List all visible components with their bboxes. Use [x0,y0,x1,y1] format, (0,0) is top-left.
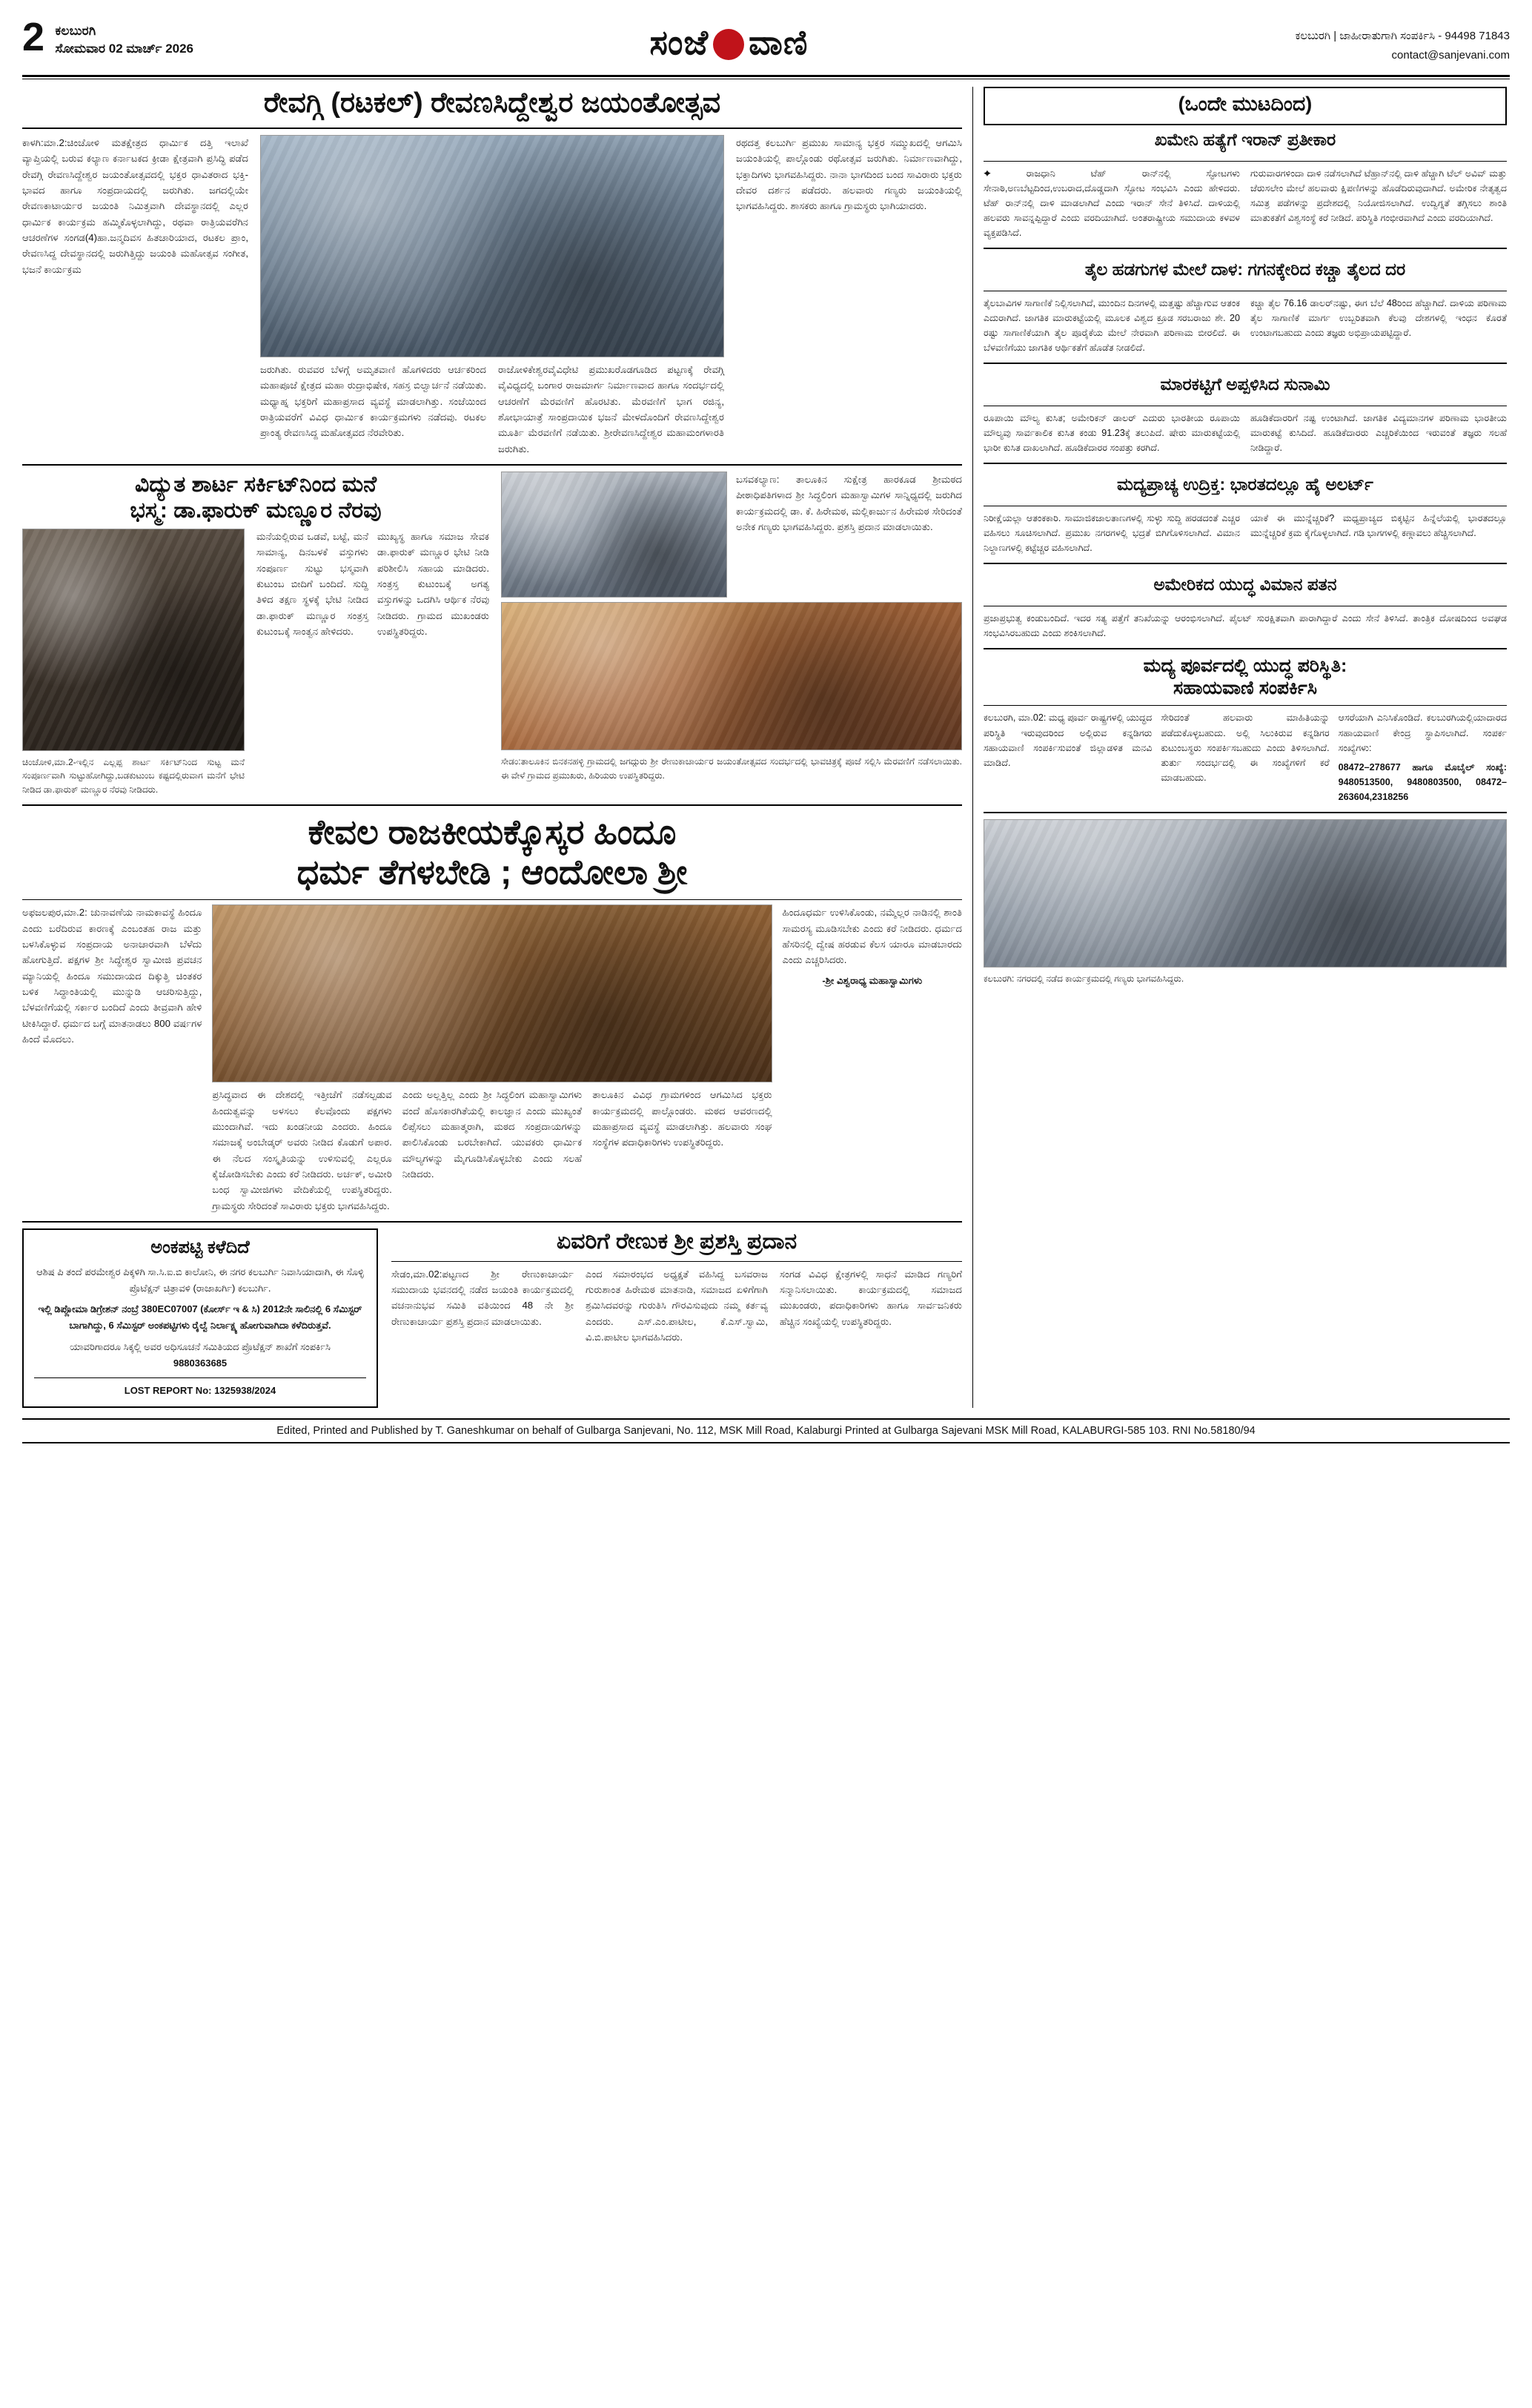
story-renuka-col-3: ಸಂಗಡ ವಿವಿಧ ಕ್ಷೇತ್ರಗಳಲ್ಲಿ ಸಾಧನೆ ಮಾಡಿದ ಗಣ್ಯರಿಗೆ ಸನ್ಮಾನಿಸಲಾಯಿತು. ಕಾರ್ಯಕ್ರಮದಲ್ಲಿ ಸಮಾಜದ ಮುಖಂಡರು, ಪದಾಧಿಕಾರಿಗಳು ಹಾಗೂ ಸಾರ್ವಜನಿಕರು ಹೆಚ್ಚಿನ ಸಂಖ್ಯೆಯಲ್ಲಿ ಉಪಸ್ಥಿತರಿದ್ದರು. [780,1268,962,1327]
story-electric [22,472,489,797]
news-item-oil-body-left: ತೈಲಬಾವಿಗಳ ಸಾಗಾಣಿಕೆ ನಿಲ್ಲಿಸಲಾಗಿದೆ, ಮುಂದಿನ ದಿನಗಳಲ್ಲಿ ಮತ್ತಷ್ಟು ಹೆಚ್ಚಾಗುವ ಆತಂಕ ಎದುರಾಗಿದೆ. ಜಾಗತಿಕ ಮಾರುಕಟ್ಟೆಯಲ್ಲಿ ಮೂಲಕ ವಿಶ್ವದ ಕ್ರೂಡ ಸರಬರಾಜು ಶೇ. 20 ರಷ್ಟು ಸಾಗಾಣಿಕೆಯಾಗಿ ತೈಲ ಪೂರೈಕೆಯ ಮೇಲೆ ನೇರವಾಗಿ ಪರಿಣಾಮ ಬೀರಲಿದೆ. ಈ ಬೆಳವಣಿಗೆಯು ಜಾಗತಿಕ ಆರ್ಥಿಕತೆಗೆ ಹೊಡೆತ ನೀಡಲಿದೆ. [984,297,1240,354]
news-item-plane-body: ಪ್ರಜಾಪ್ರಭುತ್ವ ಕಂಡುಬಂದಿದೆ. ಇದರ ಸತ್ಯ ಪತ್ತೆಗೆ ತನಿಖೆಯನ್ನು ಆರಂಭಿಸಲಾಗಿದೆ. ಪೈಲಟ್ ಸುರಕ್ಷಿತವಾಗಿ ಪಾರಾಗಿದ್ದಾರೆ ಎಂದು ಸೇನೆ ತಿಳಿಸಿದೆ. ತಾಂತ್ರಿಕ ದೋಷದಿಂದ ಅವಘಡ ಸಂಭವಿಸಿರಬಹುದು ಎಂದು ಶಂಕಿಸಲಾಗಿದೆ. [984,613,1507,639]
story-electric-caption: ಚಿಂಚೋಳಿ,ಮಾ.2-ಇಲ್ಲಿನ ಎಲ್ಲಪ್ಪ ಶಾರ್ಟ ಸರ್ಕಿಟ್‌ನಿಂದ ಸುಟ್ಟ ಮನೆ ಸಂಪೂರ್ಣವಾಗಿ ಸುಟ್ಟುಹೋಗಿದ್ದು,ಬಡಕುಟುಂಬ ಕಷ್ಟದಲ್ಲಿರುವಾಗ ಮನೆಗೆ ಭೇಟಿ ನೀಡಿದ ಡಾ.ಫಾರುಕ್ ಮಣ್ಣೂರ ನೆರವು ನೀಡಿದರು. [22,756,245,796]
logo-mark-icon [713,29,744,60]
news-item-tsunami [984,370,1507,455]
news-item-tsunami-body-right: ಹೂಡಿಕೆದಾರರಿಗೆ ನಷ್ಟ ಉಂಟಾಗಿದೆ. ಜಾಗತಿಕ ವಿದ್ಯಮಾನಗಳ ಪರಿಣಾಮ ಭಾರತೀಯ ಮಾರುಕಟ್ಟೆ ಕುಸಿದಿದೆ. ಹೂಡಿಕೆದಾರರು ಎಚ್ಚರಿಕೆಯಿಂದ ಇರುವಂತೆ ತಜ್ಞರು ಸಲಹೆ ನೀಡಿದ್ದಾರೆ. [1250,413,1507,454]
right-zone [984,87,1507,1408]
page-body [22,87,1510,1408]
news-item-helpline-col-2: ಸೇರಿದಂತೆ ಹಲವಾರು ಮಾಹಿತಿಯನ್ನು ಪಡೆದುಕೊಳ್ಳಬಹುದು. ಅಲ್ಲಿ ಸಿಲುಕಿರುವ ಕನ್ನಡಿಗರ ಕುಟುಂಬಸ್ಥರು ಸಂಪರ್ಕಿಸಬಹುದು ಎಂದು ತಿಳಿಸಲಾಗಿದೆ. ತುರ್ತು ಸಂದರ್ಭದಲ್ಲಿ ಈ ಸಂಖ್ಯೆಗಳಿಗೆ ಕರೆ ಮಾಡಬಹುದು. [1161,712,1330,783]
masthead [22,15,1510,70]
ad-phone[interactable]: 9880363685 [173,1357,228,1369]
story-politics-credit: -ಶ್ರೀ ವಿಶ್ವರಾಧ್ಯ ಮಹಾಸ್ವಾಮಿಗಳು [822,974,923,986]
masthead-logo [334,19,1124,64]
news-item-alert [984,470,1507,555]
story-award-photo-2 [501,602,962,750]
story-award-caption: ಸೇಡಂ:ತಾಲೂಕಿನ ಬಿನಕನಹಳ್ಳಿ ಗ್ರಾಮದಲ್ಲಿ ಜಗದ್ಗುರು ಶ್ರೀ ರೇಣುಕಾಚಾರ್ಯರ ಜಯಂತೋತ್ಸವದ ಸಂದರ್ಭದಲ್ಲಿ ಭಾವಚಿತ್ರಕ್ಕೆ ಪೂಜೆ ಸಲ್ಲಿಸಿ ಮೆರವಣಿಗೆ ನಡೆಸಲಾಯಿತು. ಈ ವೇಳೆ ಗ್ರಾಮದ ಪ್ರಮುಖರು, ಹಿರಿಯರು ಉಪಸ್ಥಿತರಿದ್ದರು. [501,756,962,781]
news-item-tsunami-head: ಮಾರಕಟ್ಟಿಗೆ ಅಪ್ಪಳಿಸಿದ ಸುನಾಮಿ [1160,374,1330,394]
page-number: 2 [22,15,45,59]
story-electric-photo [22,529,245,751]
bottom-photo [984,819,1507,968]
classified-ad [22,1228,378,1408]
bottom-left-block [22,1228,962,1408]
bottom-photo-block [984,819,1507,986]
story-award-photo-1 [501,472,727,598]
middle-stories [22,472,962,797]
story-politics-headline-2: ಧರ್ಮ ತೆಗಳಬೇಡಿ ; ಆಂದೋಲಾ ಶ್ರೀ [296,852,688,891]
story-electric-col-2: ಮುಖ್ಯಸ್ಥ ಹಾಗೂ ಸಮಾಜ ಸೇವಕ ಡಾ.ಫಾರುಕ್ ಮಣ್ಣೂರ ಭೇಟಿ ನೀಡಿ ಪರಿಶೀಲಿಸಿ ಸಹಾಯ ಮಾಡಿದರು. ಸಂತ್ರಸ್ತ ಕುಟುಂಬಕ್ಕೆ ಅಗತ್ಯ ವಸ್ತುಗಳನ್ನು ಒದಗಿಸಿ ಆರ್ಥಿಕ ನೆರವು ನೀಡಿದರು. ಗ್ರಾಮದ ಮುಖಂಡರು ಉಪಸ್ಥಿತರಿದ್ದರು. [377,530,489,638]
news-item-khamenei [984,125,1507,240]
story-renuka-col-2: ಎಂದ ಸಮಾರಂಭದ ಅಧ್ಯಕ್ಷತೆ ವಹಿಸಿದ್ದ ಬಸವರಾಜ ಗುರುಶಾಂತ ಹಿರೇಮಠ ಮಾತನಾಡಿ, ಸಮಾಜದ ಏಳಿಗೆಗಾಗಿ ಶ್ರಮಿಸಿದವರನ್ನು ಗುರುತಿಸಿ ಗೌರವಿಸುವುದು ನಮ್ಮ ಕರ್ತವ್ಯ ಎಂದರು. ಎಸ್.ಎಂ.ಪಾಟೀಲ, ಕೆ.ಎಸ್.ಸ್ವಾಮಿ, ವಿ.ಬಿ.ಪಾಟೀಲ ಭಾಗವಹಿಸಿದರು. [586,1268,768,1343]
ad-lost-report: LOST REPORT No: 1325938/2024 [124,1384,276,1396]
story-electric-col-1: ಮನೆಯಲ್ಲಿರುವ ಒಡವೆ, ಬಟ್ಟೆ, ಮನೆ ಸಾಮಾನ್ಯ, ದಿನಬಳಕೆ ವಸ್ತುಗಳು ಸಂಪೂರ್ಣ ಸುಟ್ಟು ಭಸ್ಮವಾಗಿ ಕುಟುಂಬ ಬೀದಿಗೆ ಬಂದಿದೆ. ಸುದ್ದಿ ತಿಳಿದ ತಕ್ಷಣ ಸ್ಥಳಕ್ಕೆ ಭೇಟಿ ನೀಡಿದ ಡಾ.ಫಾರುಕ್ ಮಣ್ಣೂರ ಸಂತ್ರಸ್ತ ಕುಟುಂಬಕ್ಕೆ ಸಾಂತ್ವನ ಹೇಳಿದರು. [256,530,368,638]
news-item-helpline-head-2: ಸಹಾಯವಾಣಿ ಸಂಪರ್ಕಿಸಿ [1173,677,1318,698]
page-footer [22,1418,1510,1443]
news-item-alert-body-right: ಯಾಕೆ ಈ ಮುನ್ನೆಚ್ಚರಿಕೆ? ಮಧ್ಯಪ್ರಾಚ್ಯದ ಬಿಕ್ಕಟ್ಟಿನ ಹಿನ್ನೆಲೆಯಲ್ಲಿ ಭಾರತದಲ್ಲೂ ಮುನ್ನೆಚ್ಚರಿಕೆ ಕ್ರಮ ಕೈಗೊಳ್ಳಲಾಗಿದೆ. ಗಡಿ ಭಾಗಗಳಲ್ಲಿ ಕಣ್ಗಾವಲು ಹೆಚ್ಚಿಸಲಾಗಿದೆ. [1250,513,1507,539]
news-item-oil-body-right: ಕಚ್ಚಾ ತೈಲ 76.16 ಡಾಲರ್‌ನಷ್ಟು, ಈಗ ಬೆಲೆ 48ರಿಂದ ಹೆಚ್ಚಾಗಿದೆ. ದಾಳಿಯ ಪರಿಣಾಮ ತೈಲ ಸಾಗಾಣಿಕೆ ಮಾರ್ಗ ಉಬ್ಬರಿತವಾಗಿ ಕೆಲವು ದೇಶಗಳಲ್ಲಿ ಇಂಧನ ಕೊರತೆ ಉಂಟಾಗಬಹುದು ಎಂದು ತಜ್ಞರು ಅಭಿಪ್ರಾಯಪಟ್ಟಿದ್ದಾರೆ. [1250,297,1507,339]
masthead-rule [22,75,1510,77]
news-item-alert-head: ಮದ್ಯಪ್ರಾಚ್ಯ ಉದ್ರಿಕ್ತ: ಭಾರತದಲ್ಲೂ ಹೈ ಅಲರ್ಟ್ [1117,474,1373,494]
news-item-khamenei-body-right: ಗುರುವಾರಗಳಿಂದಾ ದಾಳಿ ನಡೆಸಲಾಗಿದೆ ಟೆಹ್ರಾನ್‌ನಲ್ಲಿ ದಾಳಿ ಹೆಚ್ಚಾಗಿ ಟೆಲ್ ಅವಿವ್ ಮತ್ತು ಜೆರುಸಲೇಂ ಮೇಲೆ ಹಲವಾರು ಕ್ಷಿಪಣಿಗಳನ್ನು ಹೊಡೆದಿರುವುದಾಗಿದೆ. ಅಮೇರಿಕ ನೇತೃತ್ವದ ಸಮಿತ್ರ ಪಡೆಗಳನ್ನು ಪ್ರದೇಶದಲ್ಲಿ ನಿಯೋಜಿಸಲಾಗಿದೆ. ಉದ್ವಿಗ್ನತೆ ತಗ್ಗಿಸಲು ಶಾಂತಿ ಮಾತುಕತೆಗೆ ವಿಶ್ವಸಂಸ್ಥೆ ಕರೆ ನೀಡಿದೆ. ಪರಿಸ್ಥಿತಿ ಗಂಭೀರವಾಗಿದೆ ಎಂದು ವರದಿಯಾಗಿದೆ. [1250,168,1507,224]
news-item-khamenei-head: ಖಮೇನಿ ಹತ್ಯೆಗೆ ಇರಾನ್ ಪ್ರತೀಕಾರ [1154,130,1336,149]
story-politics-col-5: ಹಿಂದೂಧರ್ಮ ಉಳಿಸಿಕೊಂಡು, ನಮ್ಮೆಲ್ಲರ ನಾಡಿನಲ್ಲಿ ಶಾಂತಿ ಸಾಮರಸ್ಯ ಮೂಡಿಸಬೇಕು ಎಂದು ಕರೆ ನೀಡಿದರು. ಧರ್ಮದ ಹೆಸರಿನಲ್ಲಿ ದ್ವೇಷ ಹರಡುವ ಕೆಲಸ ಯಾರೂ ಮಾಡಬಾರದು ಎಂದು ಎಚ್ಚರಿಸಿದರು. [782,907,962,966]
lead-story-headline: ರೇವಗ್ಗಿ (ರಟಕಲ್) ರೇವಣಸಿದ್ದೇಶ್ವರ ಜಯಂತೋತ್ಸವ [263,87,721,119]
story-politics-col-2: ಪ್ರಸಿದ್ಧವಾದ ಈ ದೇಶದಲ್ಲಿ ಇತ್ತೀಚೆಗೆ ನಡೆಸಲ್ಪಡುವ ಹಿಂದುತ್ವವನ್ನು ಅಳಸಲು ಕೆಲವೊಂದು ಪಕ್ಷಗಳು ಮುಂದಾಗಿವೆ. ಇದು ಖಂಡನೀಯ ಎಂದರು. ಹಿಂದೂ ಸಮಾಜಕ್ಕೆ ಅಂಬೇಡ್ಕರ್ ಅವರು ನೀಡಿದ ಕೊಡುಗೆ ಅಪಾರ. ಈ ನೆಲದ ಸಂಸ್ಕೃತಿಯನ್ನು ಉಳಿಸುವಲ್ಲಿ ಎಲ್ಲರೂ ಕೈಜೋಡಿಸಬೇಕು ಎಂದು ಕರೆ ನೀಡಿದರು. ಅರ್ಚಕ್, ಅಮೀರಿ ಬಂಧ ಸ್ವಾಮೀಜಿಗಳು ವೇದಿಕೆಯಲ್ಲಿ ಉಪಸ್ಥಿತರಿದ್ದರು. ಗ್ರಾಮಸ್ಥರು ಸೇರಿದಂತೆ ಸಾವಿರಾರು ಭಕ್ತರು ಭಾಗವಹಿಸಿದ್ದರು. [212,1089,392,1211]
news-item-khamenei-body-left: ✦ ರಾಜಧಾನಿ ಟೆಹ್ ರಾನ್‌ನಲ್ಲಿ ಸ್ಫೋಟಗಳು ಸೇನಾಠಿ,ಅಣಬೆಟ್ಟದಿಂದ,ಉಬರಾದ,ದೊಡ್ಡದಾಗಿ ಸ್ಫೋಟ ಸಂಭವಿಸಿ ಎಂದು ಹೇಳಿದರು. ಟೆಹ್ ರಾನ್‌ನಲ್ಲಿ ದಾಳಿ ಮಾಡಲಾಗಿದೆ ಎಂದು ಇರಾನ್ ಸೇನೆ ತಿಳಿಸಿದೆ. ದಾಳಿಯಲ್ಲಿ ಹಲವರು ಸಾವನ್ನಪ್ಪಿದ್ದಾರೆ ಎಂದು ವರದಿಯಾಗಿದೆ. ಅಂತರಾಷ್ಟ್ರೀಯ ಸಮುದಾಯ ಕಳವಳ ವ್ಯಕ್ತಪಡಿಸಿದೆ. [984,168,1240,239]
news-item-helpline-col-3: ಆಸರೆಯಾಗಿ ಎನಿಸಿಕೊಂಡಿದೆ. ಕಲಬುರಗಿಯಲ್ಲಿಯಾದಾರದ ಸಹಾಯವಾಣಿ ಕೇಂದ್ರ ಸ್ಥಾಪಿಸಲಾಗಿದೆ. ಸಂಪರ್ಕ ಸಂಖ್ಯೆಗಳು: [1338,712,1507,753]
news-item-tsunami-body-left: ರೂಪಾಯಿ ಮೌಲ್ಯ ಕುಸಿತ; ಅಮೇರಿಕನ್ ಡಾಲರ್ ಎದುರು ಭಾರತೀಯ ರೂಪಾಯಿ ಮೌಲ್ಯವು ಸಾರ್ವಕಾಲಿಕ ಕುಸಿತ ಕಂಡು 91.23ಕ್ಕೆ ತಲುಪಿದೆ. ಷೇರು ಮಾರುಕಟ್ಟೆಯಲ್ಲಿ ಭಾರೀ ಕುಸಿತ ದಾಖಲಾಗಿದೆ. ಹೂಡಿಕೆದಾರರ ಸಂಪತ್ತು ಕರಗಿದೆ. [984,413,1240,454]
news-item-helpline-phones[interactable]: 08472–278677 ಹಾಗೂ ಮೊಬೈಲ್ ಸಂಖ್ಯೆ: 9480513500, 9480803500, 08472–263604,2318256 [1338,761,1507,803]
ad-line-2: ಇಲ್ಲಿ ಡಿಪ್ಲೋಮಾ ಡಿಗ್ರೇಶನ್ ನಂಬ್ರೆ 380EC07007 (ಕೋರ್ಸ್ ಇ & ಸಿ) 2012ನೇ ಸಾಲಿನಲ್ಲಿ 6 ಸೆಮಿಸ್ಟರ್ ಬಾಗಾಗಿದ್ದು, 6 ಸೆಮಿಸ್ಟರ್ ಅಂಕಪಟ್ಟಿಗಳು ರೈಲ್ವೆ ನಿರ್ಲಾಕ್ಷ್ಯ ಹೋಗುವಾಗಿದಾ ಕಳೆದಿರುತ್ತವೆ. [38,1303,362,1332]
world-news-title: (ಒಂದೇ ಮುಟದಿಂದ) [1178,93,1313,115]
news-item-plane [984,570,1507,641]
story-award [501,472,962,797]
lead-story-col-4: ರಥದತ್ತ ಕಲಬುರ್ಗಿ ಪ್ರಮುಖ ಸಾಮಾನ್ಯ ಭಕ್ತರ ಸಮ್ಮುಖದಲ್ಲಿ ಆಗಮಿಸಿ ಜಯಂತಿಯಲ್ಲಿ ಪಾಲ್ಗೊಂಡು ರಥೋತ್ಸವ ಜರುಗಿತು. ನಿರ್ಮಾಣವಾಗಿದ್ದು, ಭಕ್ತಾದಿಗಳು ಭಾಗವಹಿಸಿದ್ದರು. ನಾನಾ ಭಾಗದಿಂದ ಬಂದ ಸಾವಿರಾರು ಭಕ್ತರು ದೇವರ ದರ್ಶನ ಪಡೆದರು. ಹಲವಾರು ಗಣ್ಯರು ಜಯಂತಿಯಲ್ಲಿ ಭಾಗವಹಿಸಿದ್ದರು. ಶಾಸಕರು ಹಾಗೂ ಗ್ರಾಮಸ್ಥರು ಭಾಗಿಯಾದರು. [736,136,962,212]
masthead-date: ಸೋಮವಾರ 02 ಮಾರ್ಚ್ 2026 [55,42,194,56]
logo-text-left: ಸಂಜೆ [649,23,709,62]
logo-text-right: ವಾಣಿ [749,23,809,62]
story-renuka-col-1: ಸೇಡಂ,ಮಾ.02:ಪಟ್ಟಣದ ಶ್ರೀ ರೇಣುಕಾಚಾರ್ಯ ಸಮುದಾಯ ಭವನದಲ್ಲಿ ನಡೆದ ಜಯಂತಿ ಕಾರ್ಯಕ್ರಮದಲ್ಲಿ ವಚನಾನುಭವ ಸಮಿತಿ ವತಿಯಿಂದ 48 ನೇ ಶ್ರೀ ರೇಣುಕಾಚಾರ್ಯ ಪ್ರಶಸ್ತಿ ಪ್ರದಾನ ಮಾಡಲಾಯಿತು. [391,1268,574,1327]
lead-story-col-2: ಜರುಗಿತು. ರುವವರ ಬೆಳಗ್ಗೆ ಅಮೃತವಾಣಿ ಹೊಗಳಿದರು ಆರ್ಚಕರಿಂದ ಮಹಾಪೂಜೆ ಕ್ಷೇತ್ರದ ಮಹಾ ರುದ್ರಾಭಿಷೇಕ, ಸಹಸ್ರ ಬಿಲ್ವಾರ್ಚನೆ ನಡೆಯಿತು. ಮಧ್ಯಾಹ್ನ ಭಕ್ತರಿಗೆ ಮಹಾಪ್ರಸಾದ ವ್ಯವಸ್ಥೆ ಮಾಡಲಾಗಿತ್ತು. ಸಂಜೆಯಿಂದ ರಾತ್ರಿಯವರೆಗೆ ವಿವಿಧ ಧಾರ್ಮಿಕ ಕಾರ್ಯಕ್ರಮಗಳು ನಡೆದವು. ರಟಕಲ ಪ್ರಾಂತ್ಯ ರೇವಣಸಿದ್ದ ಮಹೋತ್ಸವದ ನೆರವೇರಿತು. [260,363,486,439]
lead-story [22,87,962,457]
ad-line-1: ಆಶಿಷ ಪಿ ತಂದೆ ಪರಮೇಶ್ವರ ಪಿಕ್ಕಳಿಗಿ ಸಾ.ಸಿ.ಐ.ಬಿ ಕಾಲೋನಿ, ಈ ನಗರ ಕಲಬುರ್ಗಿ ನಿವಾಸಿಯಾದಾಗಿ, ಈ ಸೊಳ್ಳಿ ಪ್ರೊಟೆಕ್ಷನ್ ಚಿತ್ರಾವಳಿ (ರಾಜಾಖರ್ಗಿ) ಕಲಬುರ್ಗಿ. [36,1266,364,1294]
news-item-plane-head: ಅಮೇರಿಕದ ಯುದ್ಧ ವಿಮಾನ ಪತನ [1153,575,1337,595]
column-divider [972,87,973,1408]
masthead-city: ಕಲಬುರಗಿ [55,24,96,38]
story-politics-photo [212,904,772,1082]
news-item-helpline [984,655,1507,804]
news-item-oil [984,255,1507,355]
story-award-col-1: ಬಸವಕಲ್ಯಾಣ: ತಾಲೂಕಿನ ಸುಕ್ಷೇತ್ರ ಹಾರಕೂಡ ಶ್ರೀಮಠದ ಪೀಠಾಧಿಪತಿಗಳಾದ ಶ್ರೀ ಸಿದ್ಧಲಿಂಗ ಮಹಾಸ್ವಾಮಿಗಳ ಸಾನ್ನಿಧ್ಯದಲ್ಲಿ ಜರುಗಿದ ಕಾರ್ಯಕ್ರಮದಲ್ಲಿ ಡಾ. ಕೆ. ಹಿರೇಮಠ, ಮಲ್ಲಿಕಾರ್ಜುನ ಹಿರೇಮಠ ಸೇರಿದಂತೆ ಅನೇಕ ಗಣ್ಯರು ಭಾಗವಹಿಸಿದ್ದರು. ಪ್ರಶಸ್ತಿ ಪ್ರದಾನ ಮಾಡಲಾಯಿತು. [736,474,962,533]
story-electric-headline-2: ಭಸ್ಮ: ಡಾ.ಫಾರುಕ್ ಮಣ್ಣೂರ ನೆರವು [130,498,382,523]
masthead-left [22,15,334,59]
story-politics [22,812,962,1214]
story-electric-headline-1: ವಿದ್ಯುತ ಶಾರ್ಟ ಸರ್ಕಿಟ್‌ನಿಂದ ಮನೆ [134,472,377,497]
world-news-box [984,87,1507,125]
news-item-helpline-head-1: ಮದ್ಯ ಪೂರ್ವದಲ್ಲಿ ಯುದ್ಧ ಪರಿಸ್ಥಿತಿ: [1143,655,1347,677]
news-item-helpline-col-1: ಕಲಬುರಗಿ, ಮಾ.02: ಮಧ್ಯ ಪೂರ್ವ ರಾಷ್ಟ್ರಗಳಲ್ಲಿ ಯುದ್ಧದ ಪರಿಸ್ಥಿತಿ ಇರುವುದರಿಂದ ಅಲ್ಲಿರುವ ಕನ್ನಡಿಗರು ಸಹಾಯವಾಣಿ ಸಂಪರ್ಕಿಸುವಂತೆ ಜಿಲ್ಲಾಡಳಿತ ಮನವಿ ಮಾಡಿದೆ. [984,712,1153,768]
ad-title: ಅಂಕಪಟ್ಟಿ ಕಳೆದಿದೆ [150,1237,250,1258]
story-renuka [391,1228,962,1408]
lead-story-col-3: ರಾಜೋಳಿಕೇಶ್ವರವೈವಿಧೇಟಿ ಪ್ರಮುಖರೊಡಗೂಡಿದ ಪಟ್ಟಣಕ್ಕೆ ರೇವಗ್ಗಿ ವೈವಿಧ್ಯದಲ್ಲಿ ಬಂಗಾರ ರಾಜಮಾರ್ಗ ನಿರ್ಮಾಣವಾದ ಹಾಗೂ ಸಂದರ್ಭದಲ್ಲಿ ಆಚರಣೆಗೆ ಮೆರವಣಿಗೆ ಹೊರಟಿತು. ಮೆರವಣಿಗೆ ಭಾಗ ರಜಿನ್ಯ, ಶೋಭಾಯಾತ್ರೆ ಸಾಂಪ್ರದಾಯಿಕ ಭಜನೆ ಮೇಳದೊಂದಿಗೆ ರೇವಣಸಿದ್ದೇಶ್ವರ ಮೂರ್ತಿ ಮೆರವಣಿಗೆ ನಡೆಯಿತು. ಶ್ರೀರೇವಣಸಿದ್ದೇಶ್ವರ ಮಹಾಮಂಗಳಾರತಿ ಜರುಗಿತು. [498,363,724,454]
lead-story-col-1: ಕಾಳಗಿ:ಮಾ.2:ಚಿಂಚೋಳಿ ಮತಕ್ಷೇತ್ರದ ಧಾರ್ಮಿಕ ದತ್ತಿ ಇಲಾಖೆ ವ್ಯಾಪ್ತಿಯಲ್ಲಿ ಬರುವ ಕಲ್ಯಾಣ ಕರ್ನಾಟಕದ ಕ್ರೀಡಾ ಕ್ಷೇತ್ರವಾಗಿ ಪ್ರಸಿದ್ಧಿ ಪಡೆದ ರೇವಗ್ಗಿ ರೇವಣಸಿದ್ದೇಶ್ವರ ಜಯಂತೋತ್ಸವದಲ್ಲಿ ಭಕ್ತರ ಧಾವಿತರಾದ ಭಕ್ತಿ-ಭಾವದ ಹಾಗೂ ಸಂಪ್ರದಾಯದಲ್ಲಿ ಜರುಗಿತು. ಜಗದಲ್ಲಿಯೇ ರೇವಣಕಾಟಾರ್ಯರ ಜಯಂತಿ ನಿಮಿತ್ತವಾಗಿ ದೇವಸ್ಥಾನದಲ್ಲಿ ಎಲ್ಲರ ಧಾರ್ಮಿಕ ಕಾರ್ಯಕ್ರಮ ಹಮ್ಮಿಕೊಳ್ಳಲಾಗಿದ್ದು, ರಥವಾ ರಾತ್ರಿಯವರೆಗಿನ ಆಚರಣೆಗಳ ಸಂಗಡ(4)ಹಾ.ಜನ್ಮದಿವಸ ಹಿತಚಾರಿಯಾದ, ರಟಕಲ ಪ್ರಾಂ, ರೇವಣಸಿದ್ದ ದೇವಸ್ಥಾನದಲ್ಲಿ ಜರುಗಿತ್ತಿದ್ದು ಜಯಂತಿ ಮಹೋತ್ಸವ ಸಂಗೀತ, ಭಜನೆ ಕಾರ್ಯಕ್ರಮ [22,136,248,275]
story-politics-col-3: ಎಂದು ಅಲ್ಲತ್ತಿಲ್ಲ ಎಂದು ಶ್ರೀ ಸಿದ್ಧಲಿಂಗ ಮಹಾಸ್ವಾಮಿಗಳು ವಂದೆ ಹೊಸಕಾರಗಿತೆಯಲ್ಲಿ ಕಾಲಜ್ಞಾನ ಎಂದು ಮುಖ್ಯಂತೆ ಲಿಪ್ಸೆಸಲು ಮಹಾತ್ಮರಾಗಿ, ಮಠದ ಸಂಪ್ರದಾಯಗಳನ್ನು ಪಾಲಿಸಿಕೊಂಡು ಬರಬೇಕಾಗಿದೆ. ಯುವಕರು ಧಾರ್ಮಿಕ ಮೌಲ್ಯಗಳನ್ನು ಮೈಗೂಡಿಸಿಕೊಳ್ಳಬೇಕು ಎಂದು ಸಲಹೆ ನೀಡಿದರು. [402,1089,583,1180]
bottom-photo-caption: ಕಲಬುರಗಿ: ನಗರದಲ್ಲಿ ನಡೆದ ಕಾರ್ಯಕ್ರಮದಲ್ಲಿ ಗಣ್ಯರು ಭಾಗವಹಿಸಿದ್ದರು. [984,973,1184,985]
footer-imprint: Edited, Printed and Published by T. Ganeshkumar on behalf of Gulbarga Sanjevani, No. 112, MSK Mill Road, Kalaburgi Printed at Gulbarga Sajevani MSK Mill Road, KALABURGI-585 103. RNI No.58180/94 [276,1424,1256,1437]
story-politics-col-4: ತಾಲೂಕಿನ ವಿವಿಧ ಗ್ರಾಮಗಳಿಂದ ಆಗಮಿಸಿದ ಭಕ್ತರು ಕಾರ್ಯಕ್ರಮದಲ್ಲಿ ಪಾಲ್ಗೊಂಡರು. ಮಠದ ಆವರಣದಲ್ಲಿ ಮಹಾಪ್ರಸಾದ ವ್ಯವಸ್ಥೆ ಮಾಡಲಾಗಿತ್ತು. ಹಲವಾರು ಸಂಘ ಸಂಸ್ಥೆಗಳ ಪದಾಧಿಕಾರಿಗಳು ಉಪಸ್ಥಿತರಿದ್ದರು. [592,1089,772,1148]
news-item-alert-body-left: ನಿರೀಕ್ಷೆಯಲ್ಲಾ ಆತಂಕಕಾರಿ. ಸಾಮಾಜಿಕಜಾಲತಾಣಗಳಲ್ಲಿ ಸುಳ್ಳು ಸುದ್ದಿ ಹರಡದಂತೆ ಎಚ್ಚರ ವಹಿಸಲು ಸೂಚಿಸಲಾಗಿದೆ. ಪ್ರಮುಖ ನಗರಗಳಲ್ಲಿ ಭದ್ರತೆ ಬಿಗಿಗೊಳಿಸಲಾಗಿದೆ. ವಿಮಾನ ನಿಲ್ದಾಣಗಳಲ್ಲಿ ಕಟ್ಟೆಚ್ಚರ ವಹಿಸಲಾಗಿದೆ. [984,513,1240,554]
left-zone [22,87,962,1408]
story-politics-col-1: ಅಫಜಲಪುರ,ಮಾ.2: ಚುನಾವಣೆಯ ನಾಮಕಾವಸ್ಥೆ ಹಿಂದೂ ಎಂದು ಬರೆದಿರುವ ಕಾರಣಕ್ಕೆ ಎಂಬಂತಹ ರಾಜ ಮತ್ತು ಬಳಸಿಕೊಳ್ಳುವ ಸಂಪ್ರದಾಯ ಅನಾಚಾರವಾಗಿ ಬೆಳೆದು ಹೋಗುತ್ತಿದೆ. ಪಕ್ಷಗಳ ಶ್ರೀ ಸಿದ್ಧೇಶ್ವರ ಸ್ವಾಮೀಜಿ ಪ್ರವಚನ ಮ್ಯಾನಿಯಲ್ಲಿ ಹಿಂದೂ ಸಮುದಾಯದ ದಿಕ್ಕುತ್ತಿ ಚಿಂತಕರ ಬಳಿಕ ಸಿದ್ಧಾಂತಿಯಲ್ಲಿ ಮುನ್ನುಡಿ ಆಚರಿಸುತ್ತಿದ್ದು, ಬೆಳವಣಿಗೆಯಲ್ಲಿ ಸರ್ಕಾರ ಬಂದಿದೆ ಎಂದು ತೀವ್ರವಾಗಿ ಹೇಳಿ ಟೀಕಿಸಿದ್ದಾರೆ. ಧರ್ಮದ ಬಗ್ಗೆ ಮಾತನಾಡಲು 800 ವರ್ಷಗಳ ಹಿಂದೆ ಮೊದಲು. [22,907,202,1045]
story-renuka-headline: ಏವರಿಗೆ ರೇಣುಕ ಶ್ರೀ ಪ್ರಶಸ್ತಿ ಪ್ರದಾನ [556,1229,797,1254]
contact-line-2: contact@sanjevani.com [1391,48,1510,62]
ad-line-3: ಯಾವರಿಗಾದರೂ ಸಿಕ್ಕಲ್ಲಿ ಅವರ ಅಧಿಸೂಚನೆ ಸಮಿತಿಯದ ಪ್ರೊಟೆಕ್ಷನ್ ಶಾಖೆಗೆ ಸಂಪರ್ಕಿಸಿ [70,1340,331,1352]
lead-story-photo-wrap [260,135,724,457]
news-item-oil-head: ತೈಲ ಹಡಗುಗಳ ಮೇಲೆ ದಾಳ: ಗಗನಕ್ಕೇರಿದ ಕಚ್ಚಾ ತೈಲದ ದರ [1084,259,1406,280]
masthead-contact [1124,19,1510,64]
story-politics-headline-1: ಕೇವಲ ರಾಜಕೀಯಕ್ಕೊಸ್ಕರ ಹಿಂದೂ [308,812,677,851]
lead-story-photo [260,135,724,357]
contact-line-1: ಕಲಬುರಗಿ | ಜಾಹೀರಾತುಗಾಗಿ ಸಂಪರ್ಕಿಸಿ - 94498 71843 [1295,30,1510,42]
